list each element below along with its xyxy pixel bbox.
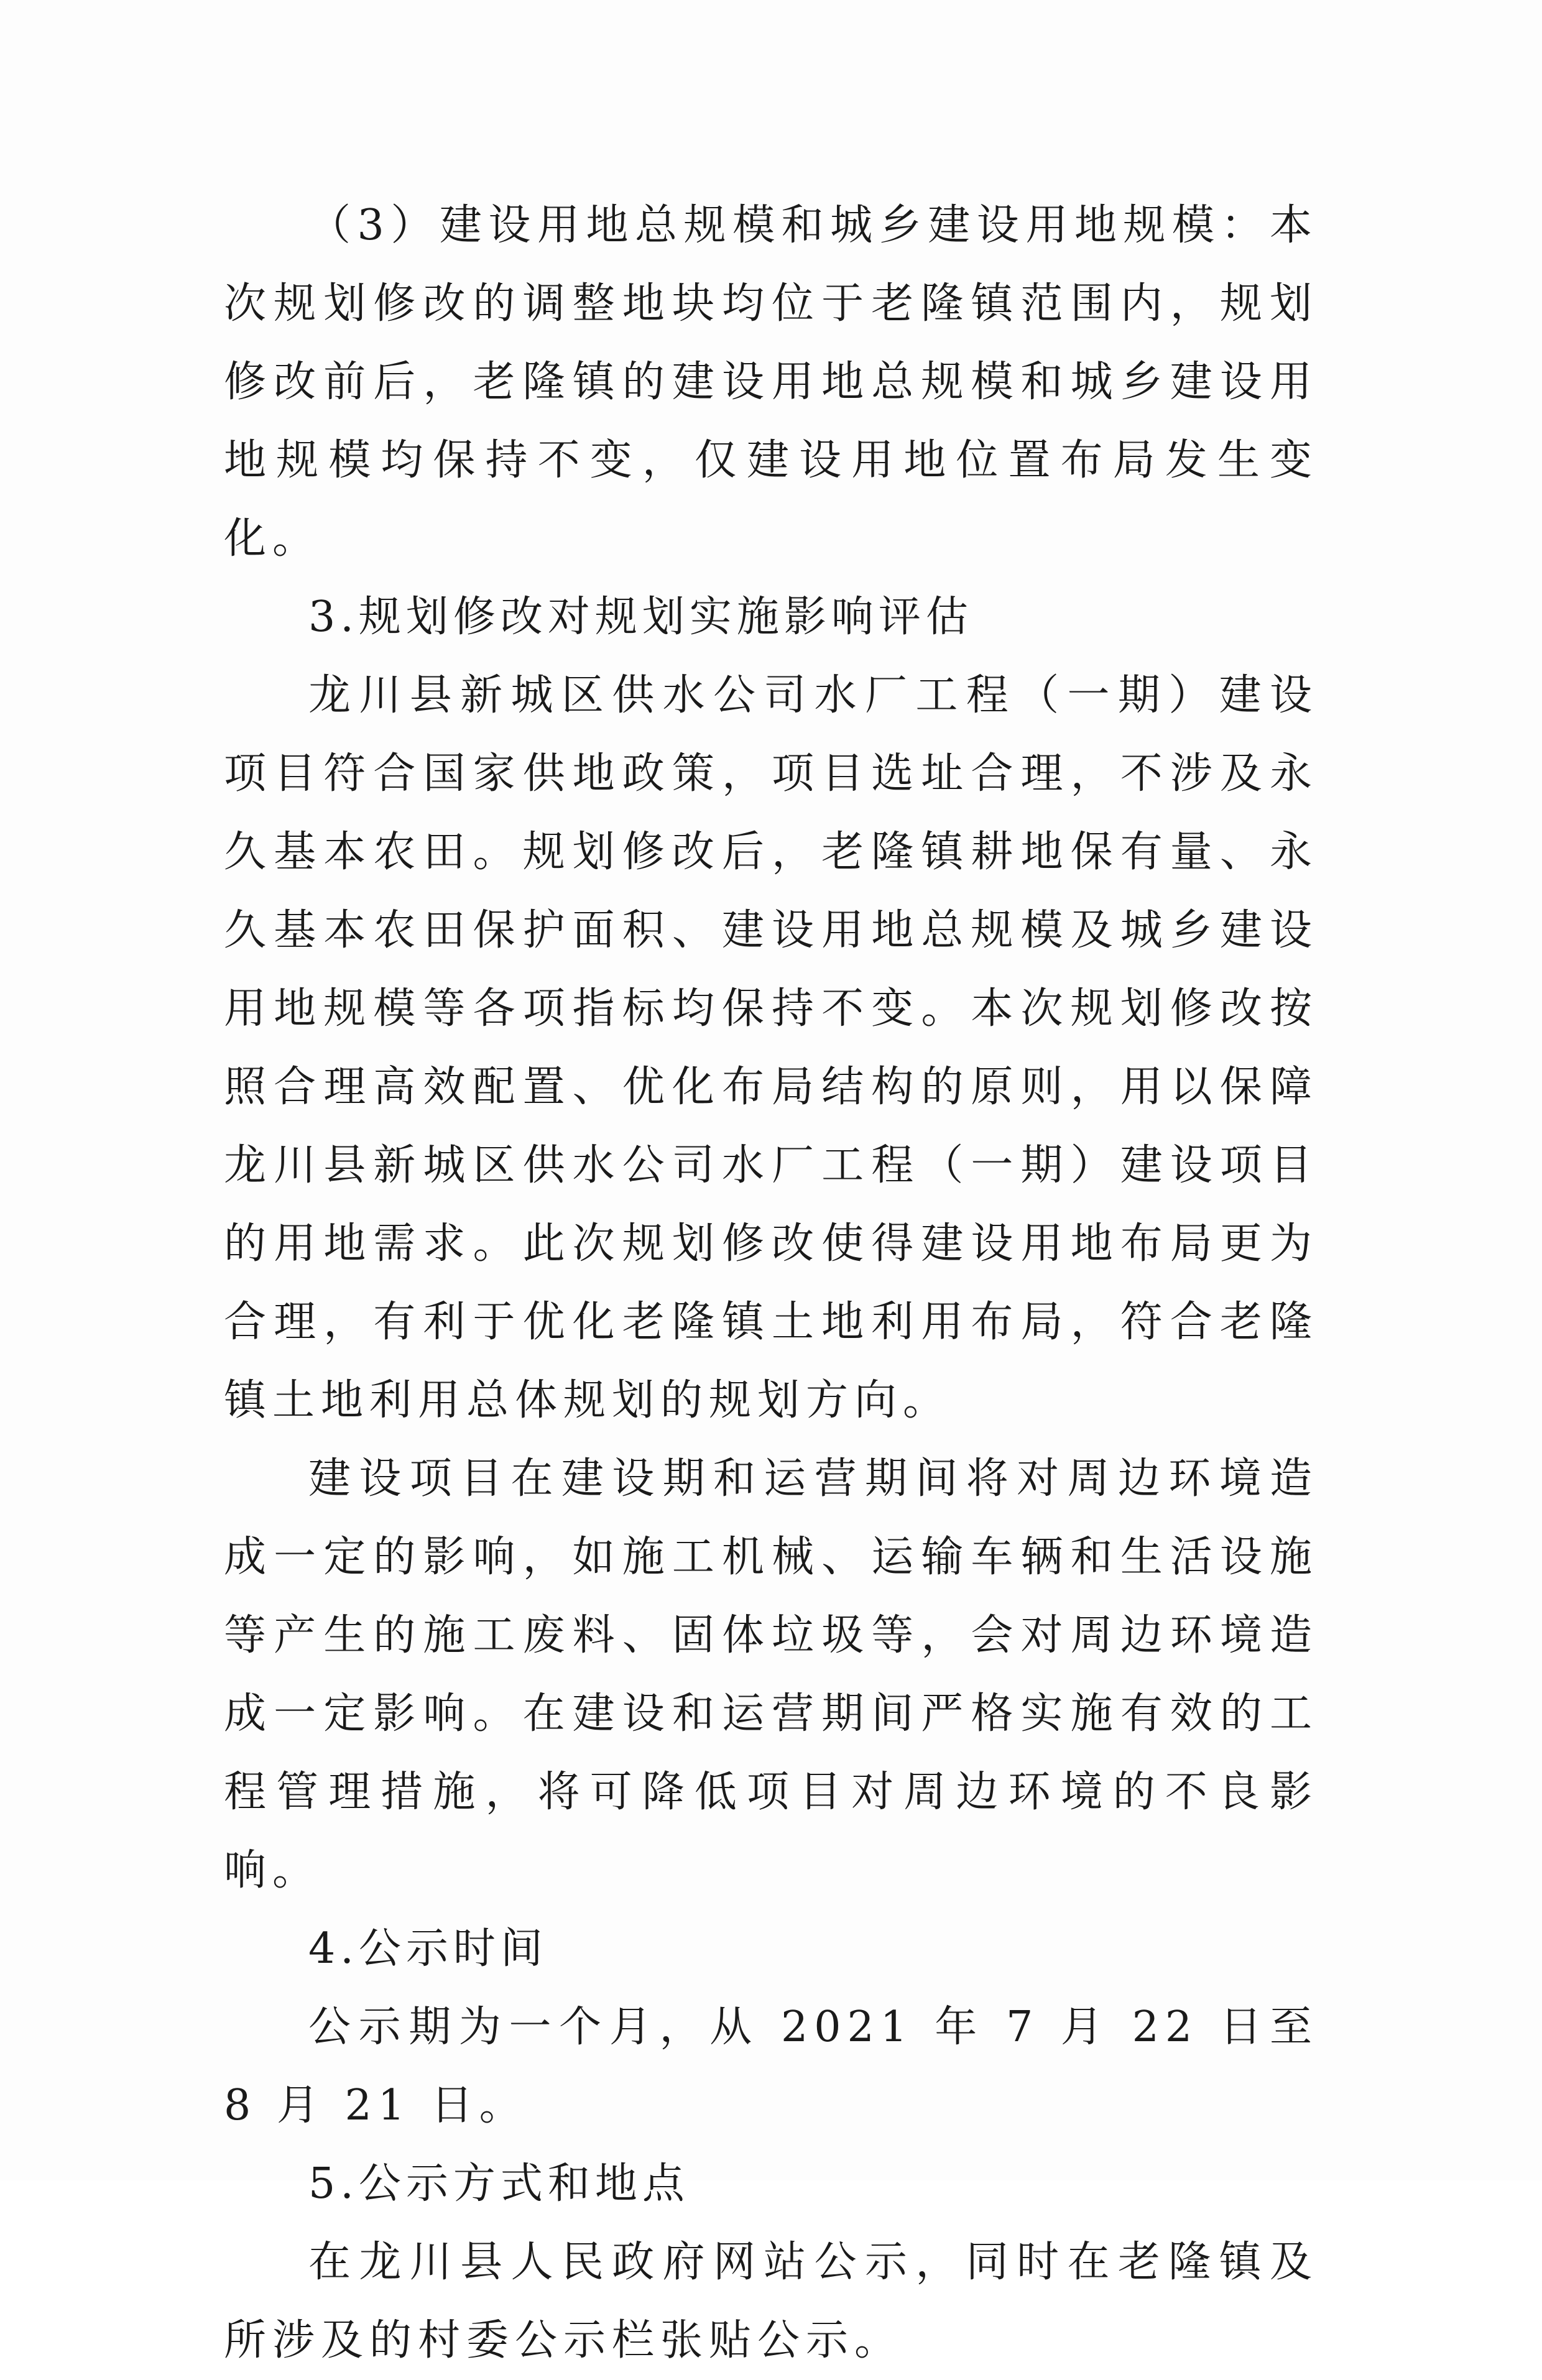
paragraph-impact-assessment: 龙川县新城区供水公司水厂工程（一期）建设项目符合国家供地政策，项目选址合理，不涉及永久基本农田。规划修改后，老隆镇耕地保有量、永久基本农田保护面积、建设用地总规模及城乡建设用地规模等各项指标均保持不变。本次规划修改按照合理高效配置、优化布局结构的原则，用以保障龙川县新城区供水公司水厂工程（一期）建设项目的用地需求。此次规划修改使得建设用地布局更为合理，有利于优化老隆镇土地利用布局，符合老隆镇土地利用总体规划的规划方向。 (224, 671, 1318, 1425)
paragraph-environment-impact: 建设项目在建设期和运营期间将对周边环境造成一定的影响，如施工机械、运输车辆和生活设施等产生的施工废料、固体垃圾等，会对周边环境造成一定影响。在建设和运营期间严格实施有效的工程管理措施，将可降低项目对周边环境的不良影响。 (224, 1454, 1318, 1895)
paragraph-publicity-location: 在龙川县人民政府网站公示，同时在老隆镇及所涉及的村委公示栏张贴公示。 (224, 2238, 1318, 2365)
heading-publicity-method: 5.公示方式和地点 (308, 2159, 690, 2208)
heading-impact-assessment: 3.规划修改对规划实施影响评估 (308, 593, 973, 642)
paragraph-publicity-period: 公示期为一个月，从 2021 年 7 月 22 日至 8 月 21 日。 (224, 2003, 1318, 2130)
paragraph-construction-land-scale: （3）建设用地总规模和城乡建设用地规模：本次规划修改的调整地块均位于老隆镇范围内，规划修改前后，老隆镇的建设用地总规模和城乡建设用地规模均保持不变，仅建设用地位置布局发生变化。 (224, 201, 1318, 563)
document-body (224, 187, 1318, 2380)
heading-publicity-time: 4.公示时间 (308, 1924, 548, 1973)
